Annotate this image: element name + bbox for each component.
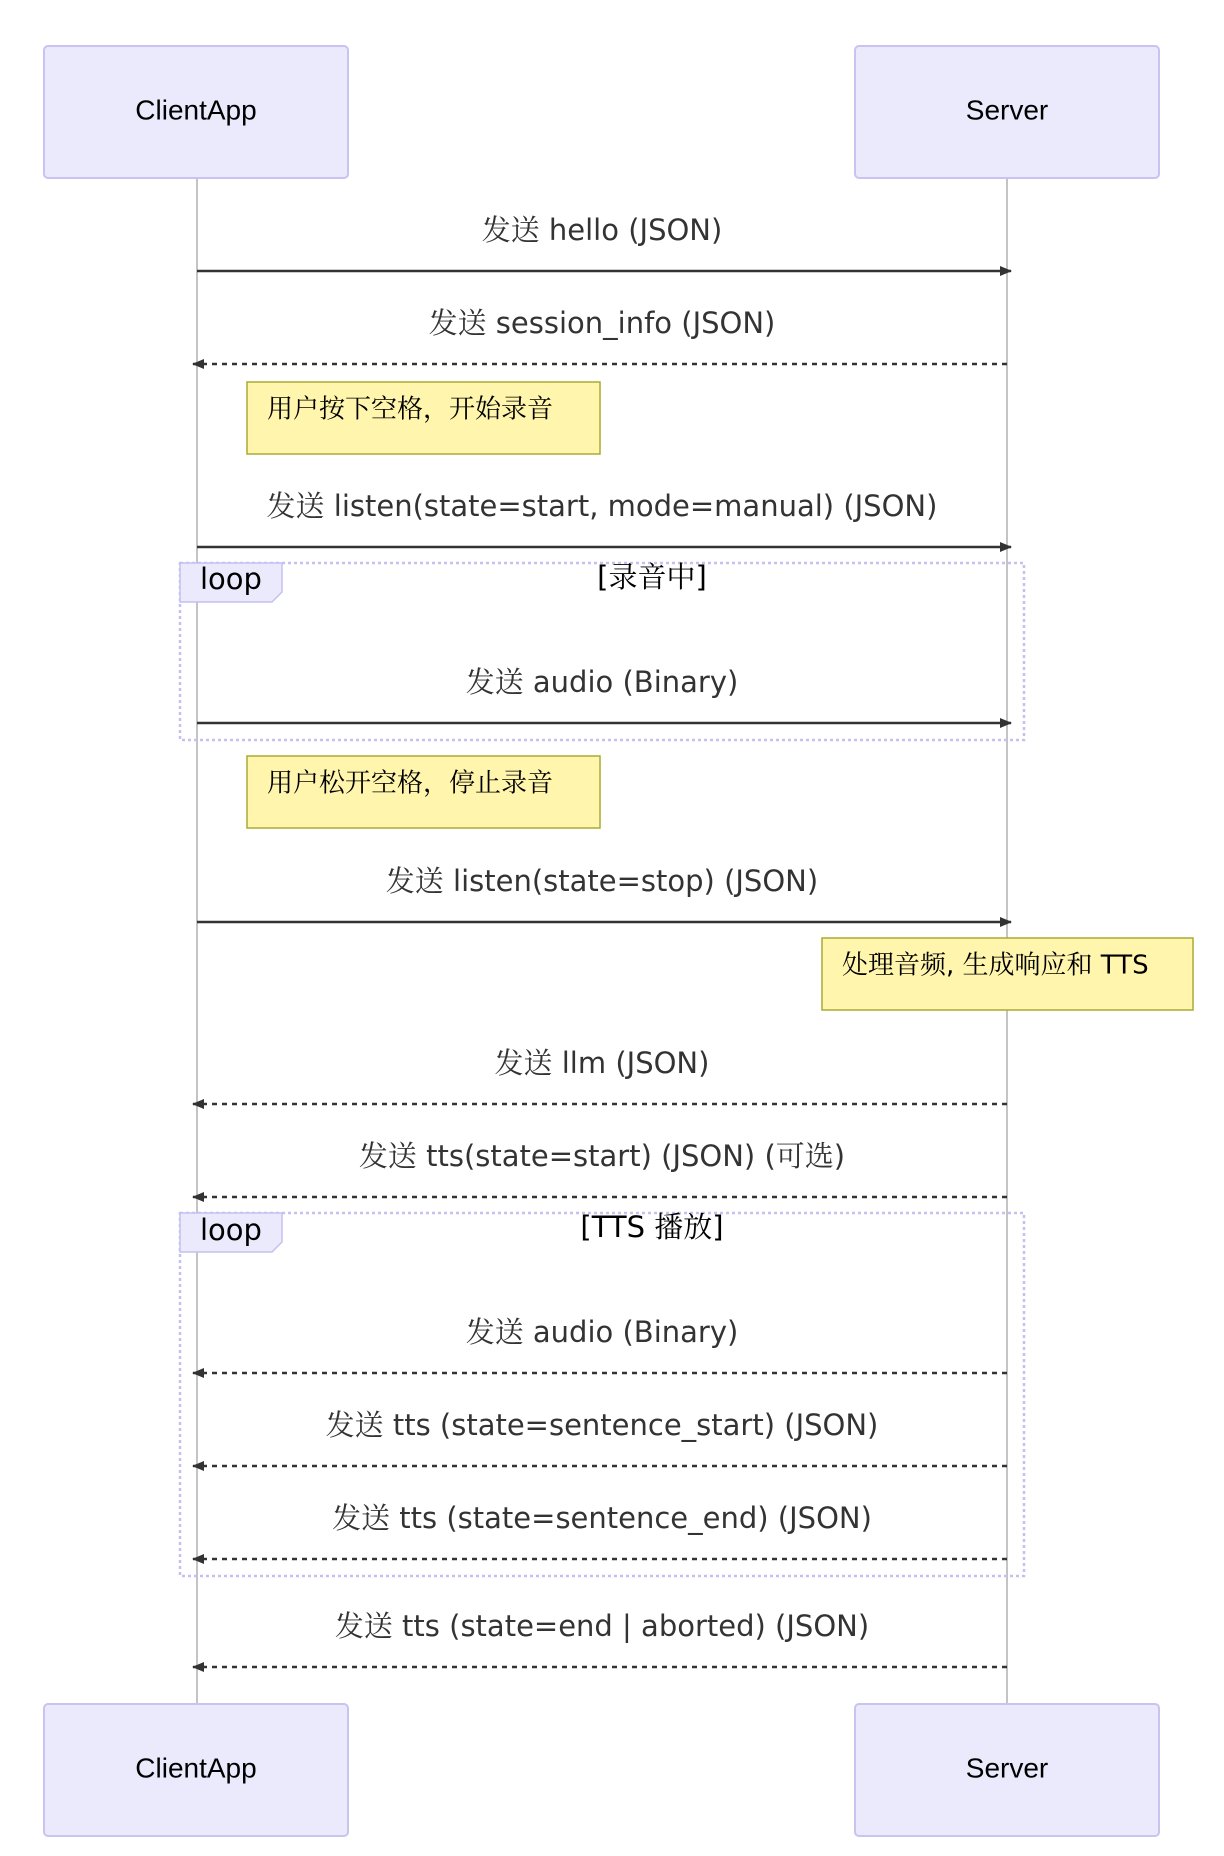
msg-session-info-label: 发送 session_info (JSON) [428, 306, 776, 340]
actor-client-bottom-label: ClientApp [135, 1752, 257, 1784]
msg-tts-end-label: 发送 tts (state=end | aborted) (JSON) [334, 1609, 870, 1643]
msg-sentence-end-label: 发送 tts (state=sentence_end) (JSON) [332, 1501, 872, 1535]
loop-tts-playback-title: [TTS 播放] [580, 1210, 724, 1244]
msg-audio-up-label: 发送 audio (Binary) [465, 665, 739, 699]
actor-server-bottom-label: Server [965, 1752, 1049, 1784]
actor-client-top-label: ClientApp [135, 94, 257, 126]
msg-tts-start-label: 发送 tts(state=start) (JSON) (可选) [358, 1139, 846, 1173]
msg-sentence-start-label: 发送 tts (state=sentence_start) (JSON) [325, 1408, 879, 1442]
actor-server-bottom [855, 1704, 1159, 1836]
msg-llm-label: 发送 llm (JSON) [494, 1046, 710, 1080]
note-press-space-label: 用户按下空格，开始录音 [267, 394, 554, 425]
loop-recording-title: [录音中] [597, 560, 707, 594]
loop-tts-playback-tag: loop [200, 1213, 262, 1247]
note-press-space [247, 382, 600, 454]
actor-client-top [44, 46, 348, 178]
actor-client-bottom [44, 1704, 348, 1836]
note-release-space-label: 用户松开空格，停止录音 [267, 768, 554, 799]
msg-listen-stop-label: 发送 listen(state=stop) (JSON) [385, 864, 819, 898]
note-release-space [247, 756, 600, 828]
msg-listen-start-label: 发送 listen(state=start, mode=manual) (JSON) [266, 489, 938, 523]
actor-server-top-label: Server [965, 94, 1049, 126]
msg-audio-down-label: 发送 audio (Binary) [465, 1315, 739, 1349]
loop-recording [180, 560, 1024, 740]
actor-server-top [855, 46, 1159, 178]
note-process-audio-label: 处理音频, 生成响应和 TTS [842, 950, 1149, 981]
loop-recording-tag: loop [200, 562, 262, 596]
note-process-audio [822, 938, 1193, 1010]
msg-hello-label: 发送 hello (JSON) [481, 213, 723, 247]
